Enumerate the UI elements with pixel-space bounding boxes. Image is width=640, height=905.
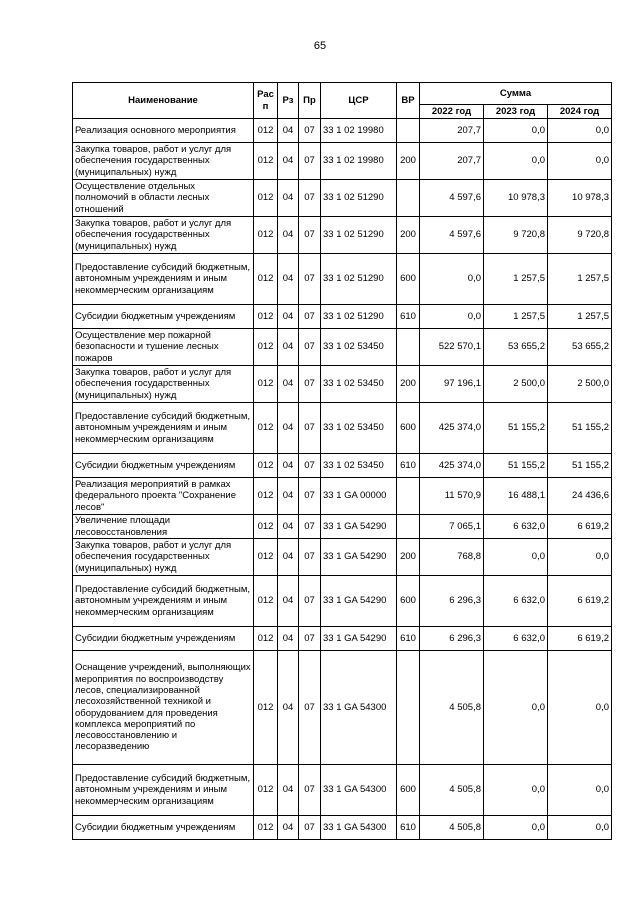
cell-y2023: 2 500,0 xyxy=(484,366,548,403)
cell-y2022: 11 570,9 xyxy=(420,478,484,515)
cell-rz: 04 xyxy=(278,366,299,403)
cell-ras: 012 xyxy=(254,478,278,515)
cell-name: Закупка товаров, работ и услуг для обеспечения государственных (муниципальных) нужд xyxy=(73,366,254,403)
cell-ras: 012 xyxy=(254,180,278,217)
cell-vr: 610 xyxy=(397,454,420,478)
cell-y2022: 207,7 xyxy=(420,143,484,180)
cell-y2024: 1 257,5 xyxy=(548,254,612,305)
cell-y2023: 0,0 xyxy=(484,119,548,143)
cell-name: Предоставление субсидий бюджетным, автономным учреждениям и иным некоммерческим организациям xyxy=(73,254,254,305)
cell-rz: 04 xyxy=(278,651,299,765)
header-sum: Сумма xyxy=(420,83,612,105)
cell-y2022: 6 296,3 xyxy=(420,576,484,627)
cell-y2024: 51 155,2 xyxy=(548,403,612,454)
cell-vr xyxy=(397,515,420,539)
header-rz: Рз xyxy=(278,83,299,119)
header-pr: Пр xyxy=(299,83,321,119)
cell-rz: 04 xyxy=(278,254,299,305)
table-row xyxy=(73,254,612,305)
cell-pr: 07 xyxy=(299,454,321,478)
cell-vr: 600 xyxy=(397,765,420,816)
cell-y2024: 10 978,3 xyxy=(548,180,612,217)
cell-y2022: 97 196,1 xyxy=(420,366,484,403)
cell-csr: 33 1 02 19980 xyxy=(321,119,397,143)
cell-name: Осуществление мер пожарной безопасности и тушение лесных пожаров xyxy=(73,329,254,366)
table-row xyxy=(73,576,612,627)
table-row xyxy=(73,180,612,217)
table-row xyxy=(73,305,612,329)
cell-name: Закупка товаров, работ и услуг для обеспечения государственных (муниципальных) нужд xyxy=(73,217,254,254)
cell-rz: 04 xyxy=(278,478,299,515)
cell-y2022: 4 505,8 xyxy=(420,765,484,816)
cell-pr: 07 xyxy=(299,651,321,765)
cell-rz: 04 xyxy=(278,305,299,329)
header-ras: Рас п xyxy=(254,83,278,119)
cell-y2024: 2 500,0 xyxy=(548,366,612,403)
cell-vr: 610 xyxy=(397,627,420,651)
cell-csr: 33 1 02 19980 xyxy=(321,143,397,180)
cell-csr: 33 1 GA 54300 xyxy=(321,651,397,765)
cell-pr: 07 xyxy=(299,539,321,576)
cell-rz: 04 xyxy=(278,403,299,454)
cell-y2024: 0,0 xyxy=(548,651,612,765)
cell-ras: 012 xyxy=(254,254,278,305)
cell-y2022: 6 296,3 xyxy=(420,627,484,651)
cell-y2023: 0,0 xyxy=(484,143,548,180)
cell-pr: 07 xyxy=(299,366,321,403)
cell-ras: 012 xyxy=(254,765,278,816)
table-row xyxy=(73,478,612,515)
cell-csr: 33 1 GA 00000 xyxy=(321,478,397,515)
cell-csr: 33 1 02 53450 xyxy=(321,366,397,403)
cell-ras: 012 xyxy=(254,576,278,627)
budget-table xyxy=(72,82,612,840)
cell-pr: 07 xyxy=(299,119,321,143)
cell-csr: 33 1 GA 54290 xyxy=(321,576,397,627)
cell-ras: 012 xyxy=(254,217,278,254)
header-2024: 2024 год xyxy=(548,105,612,119)
table-row xyxy=(73,627,612,651)
cell-y2022: 425 374,0 xyxy=(420,403,484,454)
cell-csr: 33 1 GA 54290 xyxy=(321,515,397,539)
cell-rz: 04 xyxy=(278,816,299,840)
cell-pr: 07 xyxy=(299,254,321,305)
table-row xyxy=(73,816,612,840)
cell-y2022: 425 374,0 xyxy=(420,454,484,478)
cell-pr: 07 xyxy=(299,217,321,254)
cell-name: Закупка товаров, работ и услуг для обеспечения государственных (муниципальных) нужд xyxy=(73,539,254,576)
cell-y2022: 768,8 xyxy=(420,539,484,576)
cell-vr: 600 xyxy=(397,576,420,627)
cell-pr: 07 xyxy=(299,627,321,651)
cell-y2024: 6 619,2 xyxy=(548,627,612,651)
cell-y2023: 9 720,8 xyxy=(484,217,548,254)
cell-y2023: 1 257,5 xyxy=(484,305,548,329)
cell-rz: 04 xyxy=(278,539,299,576)
cell-ras: 012 xyxy=(254,515,278,539)
cell-y2023: 51 155,2 xyxy=(484,454,548,478)
cell-vr: 610 xyxy=(397,305,420,329)
cell-name: Реализация основного мероприятия xyxy=(73,119,254,143)
cell-rz: 04 xyxy=(278,765,299,816)
cell-csr: 33 1 02 53450 xyxy=(321,454,397,478)
cell-pr: 07 xyxy=(299,180,321,217)
page-number: 65 xyxy=(313,40,327,52)
cell-vr: 200 xyxy=(397,366,420,403)
cell-pr: 07 xyxy=(299,478,321,515)
cell-ras: 012 xyxy=(254,143,278,180)
table-row xyxy=(73,515,612,539)
header-csr: ЦСР xyxy=(321,83,397,119)
cell-name: Субсидии бюджетным учреждениям xyxy=(73,454,254,478)
cell-vr xyxy=(397,651,420,765)
cell-name: Субсидии бюджетным учреждениям xyxy=(73,305,254,329)
cell-y2022: 522 570,1 xyxy=(420,329,484,366)
cell-y2022: 4 505,8 xyxy=(420,816,484,840)
cell-name: Оснащение учреждений, выполняющих мероприятия по воспроизводству лесов, специализированной лесохозяйственной техникой и оборудованием для проведения комплекса мероприятий по лесовосстановлению и лесоразведению xyxy=(73,651,254,765)
cell-y2022: 0,0 xyxy=(420,305,484,329)
cell-rz: 04 xyxy=(278,576,299,627)
cell-pr: 07 xyxy=(299,816,321,840)
cell-y2023: 0,0 xyxy=(484,816,548,840)
cell-y2024: 24 436,6 xyxy=(548,478,612,515)
cell-vr xyxy=(397,478,420,515)
cell-y2023: 6 632,0 xyxy=(484,576,548,627)
cell-y2024: 9 720,8 xyxy=(548,217,612,254)
header-name: Наименование xyxy=(73,83,254,119)
table-row xyxy=(73,329,612,366)
cell-ras: 012 xyxy=(254,454,278,478)
cell-rz: 04 xyxy=(278,143,299,180)
cell-csr: 33 1 GA 54290 xyxy=(321,627,397,651)
cell-ras: 012 xyxy=(254,119,278,143)
table-row xyxy=(73,119,612,143)
cell-csr: 33 1 02 53450 xyxy=(321,403,397,454)
cell-y2023: 53 655,2 xyxy=(484,329,548,366)
cell-csr: 33 1 02 53450 xyxy=(321,329,397,366)
cell-rz: 04 xyxy=(278,329,299,366)
cell-y2022: 4 597,6 xyxy=(420,217,484,254)
cell-rz: 04 xyxy=(278,454,299,478)
table-row xyxy=(73,403,612,454)
cell-csr: 33 1 GA 54300 xyxy=(321,816,397,840)
cell-ras: 012 xyxy=(254,305,278,329)
table-row xyxy=(73,765,612,816)
cell-y2022: 0,0 xyxy=(420,254,484,305)
cell-csr: 33 1 GA 54290 xyxy=(321,539,397,576)
cell-y2023: 0,0 xyxy=(484,539,548,576)
cell-y2022: 7 065,1 xyxy=(420,515,484,539)
cell-y2024: 1 257,5 xyxy=(548,305,612,329)
cell-name: Предоставление субсидий бюджетным, автономным учреждениям и иным некоммерческим организациям xyxy=(73,576,254,627)
cell-rz: 04 xyxy=(278,627,299,651)
cell-vr: 610 xyxy=(397,816,420,840)
cell-y2024: 0,0 xyxy=(548,119,612,143)
cell-y2024: 6 619,2 xyxy=(548,576,612,627)
header-vr: ВР xyxy=(397,83,420,119)
cell-name: Предоставление субсидий бюджетным, автономным учреждениям и иным некоммерческим организациям xyxy=(73,765,254,816)
header-2022: 2022 год xyxy=(420,105,484,119)
cell-pr: 07 xyxy=(299,143,321,180)
cell-ras: 012 xyxy=(254,651,278,765)
cell-y2023: 51 155,2 xyxy=(484,403,548,454)
cell-y2022: 207,7 xyxy=(420,119,484,143)
cell-name: Закупка товаров, работ и услуг для обеспечения государственных (муниципальных) нужд xyxy=(73,143,254,180)
cell-y2023: 6 632,0 xyxy=(484,515,548,539)
cell-ras: 012 xyxy=(254,816,278,840)
header-2023: 2023 год xyxy=(484,105,548,119)
table-row xyxy=(73,143,612,180)
cell-pr: 07 xyxy=(299,515,321,539)
cell-name: Субсидии бюджетным учреждениям xyxy=(73,627,254,651)
cell-ras: 012 xyxy=(254,539,278,576)
cell-y2022: 4 597,6 xyxy=(420,180,484,217)
cell-csr: 33 1 02 51290 xyxy=(321,305,397,329)
cell-y2024: 0,0 xyxy=(548,765,612,816)
cell-y2023: 0,0 xyxy=(484,651,548,765)
cell-ras: 012 xyxy=(254,403,278,454)
cell-vr: 600 xyxy=(397,403,420,454)
table-row xyxy=(73,539,612,576)
cell-vr xyxy=(397,329,420,366)
cell-vr xyxy=(397,180,420,217)
cell-pr: 07 xyxy=(299,576,321,627)
cell-y2024: 0,0 xyxy=(548,816,612,840)
cell-csr: 33 1 02 51290 xyxy=(321,180,397,217)
cell-pr: 07 xyxy=(299,305,321,329)
table-body xyxy=(73,119,612,840)
table-row xyxy=(73,366,612,403)
table-row xyxy=(73,651,612,765)
cell-name: Предоставление субсидий бюджетным, автономным учреждениям и иным некоммерческим организациям xyxy=(73,403,254,454)
cell-vr: 200 xyxy=(397,539,420,576)
cell-y2024: 51 155,2 xyxy=(548,454,612,478)
cell-name: Увеличение площади лесовосстановления xyxy=(73,515,254,539)
cell-y2022: 4 505,8 xyxy=(420,651,484,765)
cell-y2024: 0,0 xyxy=(548,539,612,576)
cell-vr xyxy=(397,119,420,143)
table-row xyxy=(73,454,612,478)
cell-name: Реализация мероприятий в рамках федерального проекта "Сохранение лесов" xyxy=(73,478,254,515)
cell-vr: 200 xyxy=(397,143,420,180)
cell-vr: 600 xyxy=(397,254,420,305)
cell-y2024: 6 619,2 xyxy=(548,515,612,539)
cell-rz: 04 xyxy=(278,217,299,254)
cell-y2024: 53 655,2 xyxy=(548,329,612,366)
cell-y2024: 0,0 xyxy=(548,143,612,180)
cell-csr: 33 1 02 51290 xyxy=(321,254,397,305)
cell-pr: 07 xyxy=(299,403,321,454)
cell-pr: 07 xyxy=(299,765,321,816)
cell-y2023: 1 257,5 xyxy=(484,254,548,305)
cell-csr: 33 1 GA 54300 xyxy=(321,765,397,816)
cell-y2023: 6 632,0 xyxy=(484,627,548,651)
cell-rz: 04 xyxy=(278,180,299,217)
cell-y2023: 0,0 xyxy=(484,765,548,816)
cell-ras: 012 xyxy=(254,329,278,366)
cell-vr: 200 xyxy=(397,217,420,254)
cell-y2023: 10 978,3 xyxy=(484,180,548,217)
cell-name: Субсидии бюджетным учреждениям xyxy=(73,816,254,840)
cell-rz: 04 xyxy=(278,515,299,539)
cell-pr: 07 xyxy=(299,329,321,366)
table-row xyxy=(73,217,612,254)
cell-ras: 012 xyxy=(254,627,278,651)
cell-name: Осуществление отдельных полномочий в области лесных отношений xyxy=(73,180,254,217)
cell-csr: 33 1 02 51290 xyxy=(321,217,397,254)
cell-y2023: 16 488,1 xyxy=(484,478,548,515)
cell-ras: 012 xyxy=(254,366,278,403)
cell-rz: 04 xyxy=(278,119,299,143)
